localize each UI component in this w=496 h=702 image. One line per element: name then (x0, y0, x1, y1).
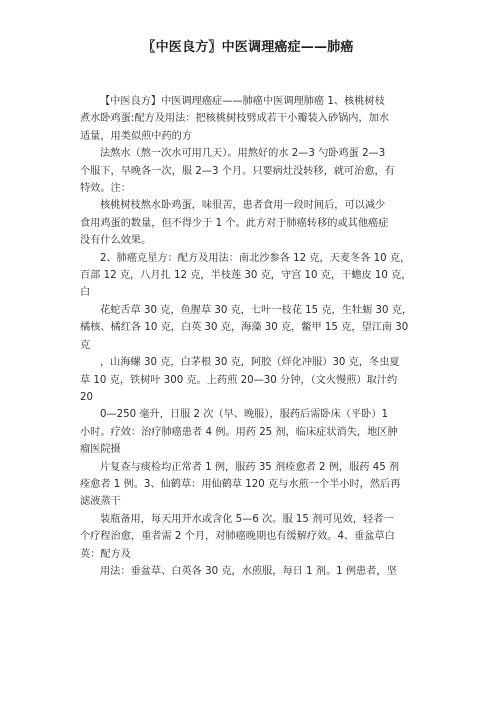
text-line: 核桃树枝熬水卧鸡蛋，味很苦，患者食用一段时间后，可以减少 (100, 200, 386, 212)
page-title: 〖中医良方〗中医调理癌症——肺癌 (142, 40, 354, 55)
text-line: 特效。注： (80, 183, 131, 195)
text-line: 没有什么效果。 (80, 235, 152, 247)
text-line: 滤液蒸干 (80, 496, 121, 508)
text-line: 片复查与痰检均正常者 1 例，服药 35 剂痊愈者 2 例，服药 45 剂 (100, 461, 400, 473)
text-line: 百部 12 克，八月扎 12 克，半枝莲 30 克，守宫 10 克，干蟾皮 10 克， (80, 270, 412, 282)
text-line: 花蛇舌草 30 克，鱼腥草 30 克，七叶一枝花 15 克，生牡蛎 30 克， (100, 304, 413, 316)
document-body (80, 93, 425, 580)
text-line: 克 (80, 339, 91, 351)
text-line: 个疗程治愈，重者需 2 个月，对肺癌晚期也有缓解疗效。4、垂盆草白 (80, 531, 395, 543)
text-line: 装瓶备用，每天用开水或含化 5—6 次。服 15 剂可见效，轻者一 (100, 513, 394, 525)
text-line: 痊愈者 1 例。3、仙鹤草：用仙鹤草 120 克与水煎一个半小时，然后再 (80, 478, 401, 490)
text-line: 20 (80, 391, 93, 403)
text-line: 适量，用类似煎中药的方 (80, 130, 193, 142)
text-line: 白 (80, 287, 91, 299)
text-line: 2、肺癌克星方：配方及用法：南北沙参各 12 克，天麦冬各 10 克， (100, 252, 411, 264)
text-line: 法熬水（熬一次水可用几天）。用熬好的水 2—3 勺卧鸡蛋 2—3 (100, 148, 386, 160)
text-line: ，山海螺 30 克，白茅根 30 克，阿胶（烊化冲服）30 克，冬虫夏 (100, 357, 400, 369)
text-line: 0—250 毫升，日服 2 次（早、晚服），服药后需卧床（平卧）1 (100, 409, 389, 421)
text-line: 煮水卧鸡蛋:配方及用法：把核桃树枝劈成若干小瓣装入砂锅内，加水 (80, 113, 390, 125)
text-line: 瘤医院摄 (80, 444, 121, 456)
text-line: 草 10 克，铁树叶 300 克。上药煎 20—30 分钟，（文火慢煎）取汁约 (80, 374, 398, 386)
text-line: 食用鸡蛋的数量，但不得少于 1 个。此方对于肺癌转移的或其他癌症 (80, 217, 389, 229)
text-line: 英：配方及 (80, 548, 131, 560)
text-line: 小时。疗效：治疗肺癌患者 4 例。用药 25 剂，临床症状消失，地区肿 (80, 426, 398, 438)
text-line: 橘核、橘红各 10 克，白英 30 克，海藻 30 克，鳖甲 15 克，望江南 30 (80, 322, 409, 334)
text-line: 用法：垂盆草、白英各 30 克，水煎服，每日 1 剂。1 例患者，坚 (100, 565, 397, 577)
text-line: 【中医良方】中医调理癌症——肺癌中医调理肺癌 1、核桃树枝 (100, 96, 385, 107)
text-line: 个服下，早晚各一次，服 2—3 个月。只要病灶没转移，就可治愈，有 (80, 165, 395, 177)
